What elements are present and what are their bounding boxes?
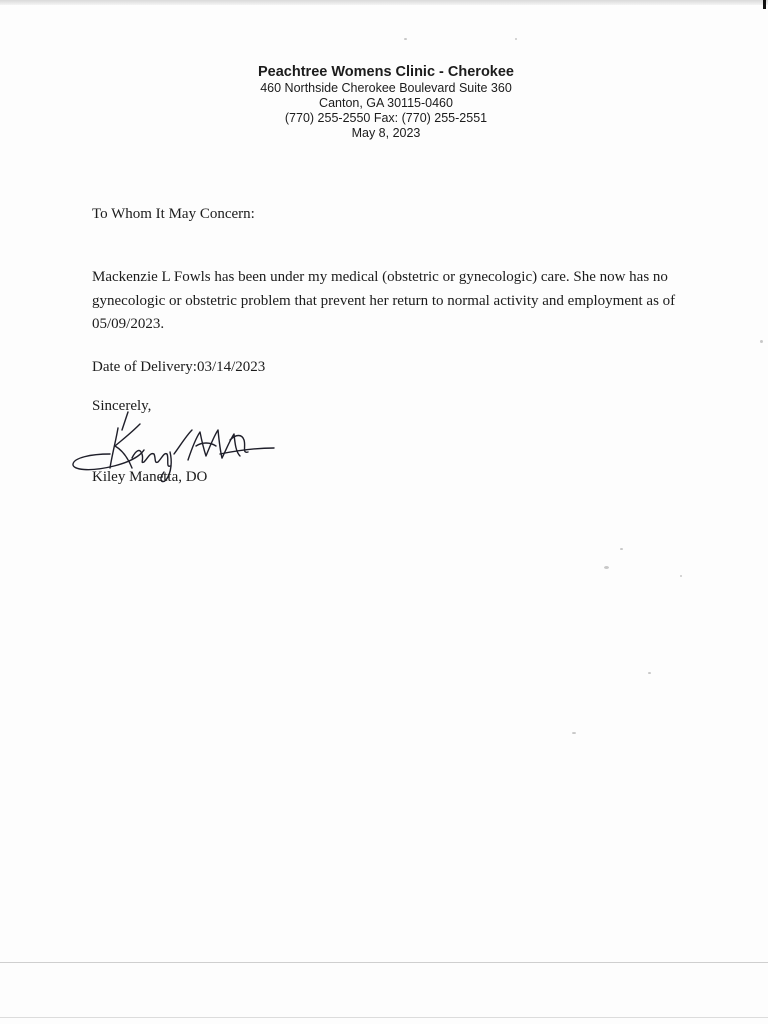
letter-date: May 8, 2023 <box>351 126 421 140</box>
scan-edge-bottom <box>0 962 768 963</box>
closing: Sincerely, <box>92 398 152 414</box>
scan-speck <box>680 575 682 577</box>
letter-body: Mackenzie L Fowls has been under my medical (obstetric or gynecologic) care. She now has no gynecologic or obstetric problem that prevent her return to normal activity and employment as of 05/09/2023. <box>92 269 676 332</box>
scan-speck <box>572 732 576 734</box>
delivery-date: Date of Delivery:03/14/2023 <box>92 359 266 375</box>
salutation: To Whom It May Concern: <box>92 206 255 222</box>
scan-speck <box>760 340 763 343</box>
clinic-address-line1: 460 Northside Cherokee Boulevard Suite 360 <box>260 81 512 95</box>
clinic-address-line2: Canton, GA 30115-0460 <box>319 96 453 110</box>
signer-name: Kiley Manetta, DO <box>92 469 208 485</box>
scan-speck <box>404 38 407 40</box>
scan-speck <box>515 38 517 40</box>
scan-edge-bottom-2 <box>0 1017 768 1018</box>
scan-speck <box>604 566 609 569</box>
clinic-name: Peachtree Womens Clinic - Cherokee <box>258 64 514 80</box>
clinic-phone-fax: (770) 255-2550 Fax: (770) 255-2551 <box>284 111 488 125</box>
scan-speck <box>648 672 651 674</box>
scan-mark <box>763 0 766 9</box>
scan-speck <box>620 548 623 550</box>
letterhead <box>186 64 586 141</box>
scan-edge <box>0 0 768 5</box>
